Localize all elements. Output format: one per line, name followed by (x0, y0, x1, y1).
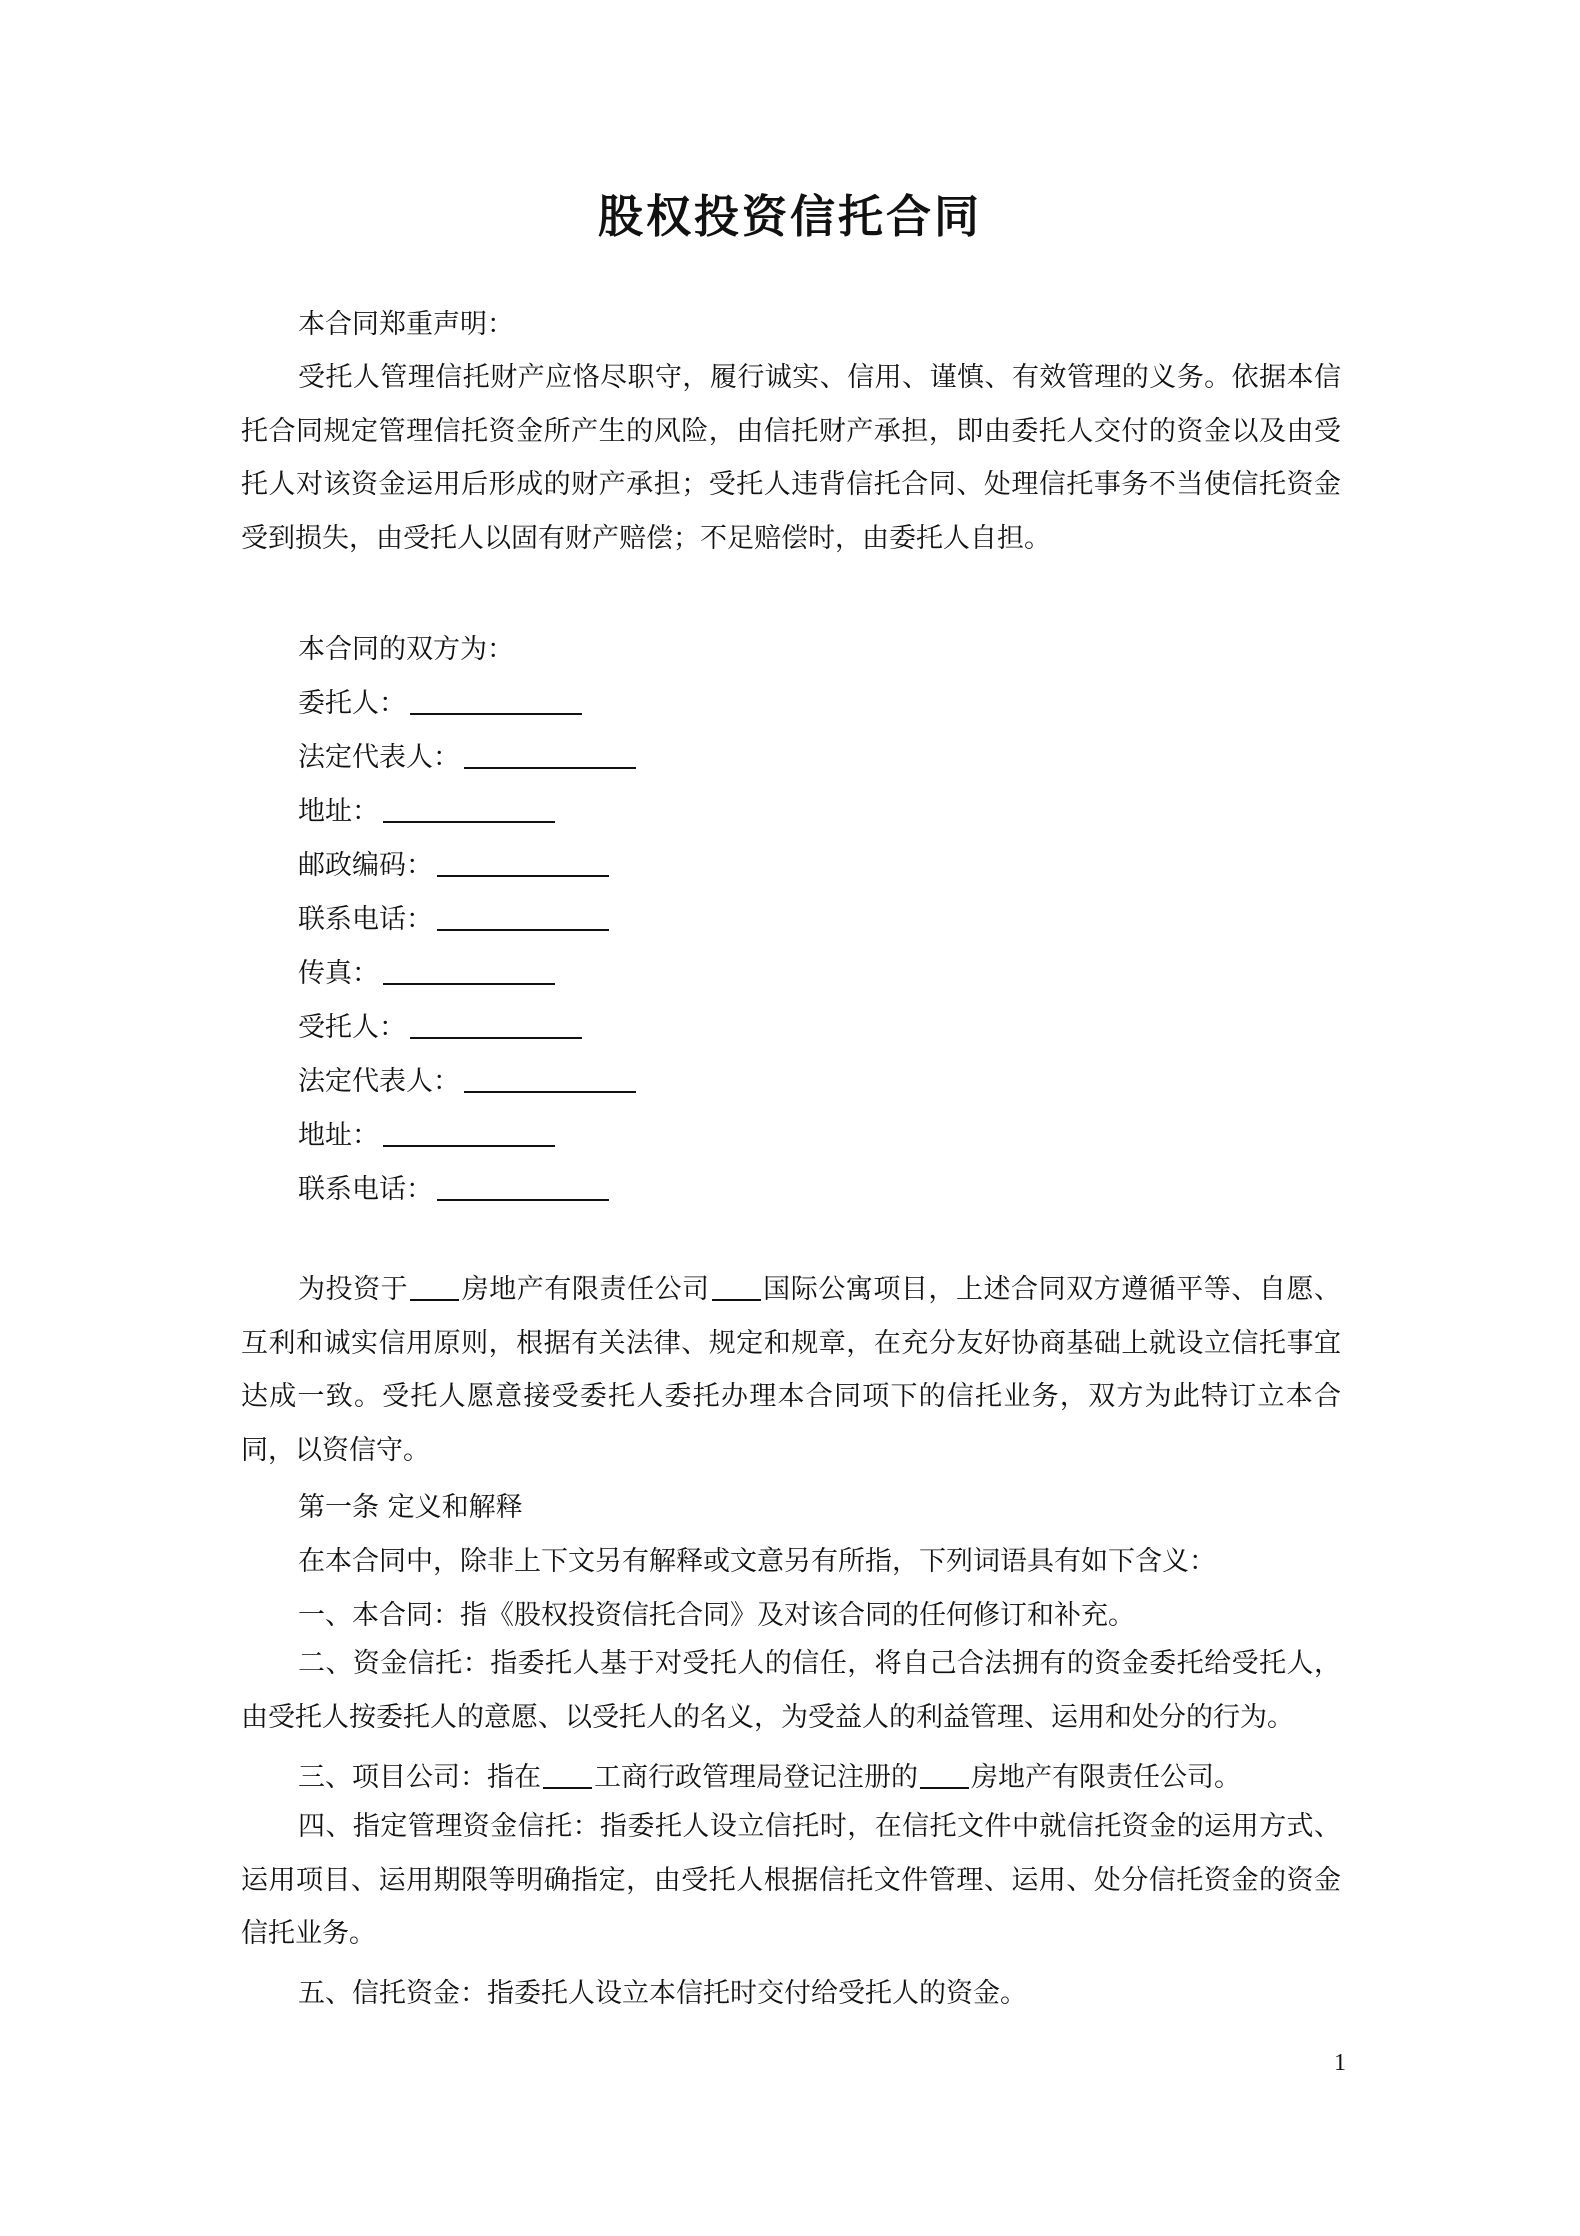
blank-line (464, 766, 636, 769)
definition-item-3: 三、项目公司：指在 工商行政管理局登记注册的 房地产有限责任公司。 (298, 1762, 1241, 1793)
definition-item-5: 五、信托资金：指委托人设立本信托时交付给受托人的资金。 (298, 1978, 1027, 2009)
definition-item-2: 二、资金信托：指委托人基于对受托人的信任，将自己合法拥有的资金委托给受托人，由受托人按委托人的意愿、以受托人的名义，为受益人的利益管理、运用和处分的行为。 (241, 1648, 1342, 1733)
party-field-address-2: 地址： (298, 1113, 555, 1152)
party-field-legal-rep-2: 法定代表人： (298, 1059, 636, 1098)
party-field-phone: 联系电话： (298, 897, 609, 936)
blank-line (383, 1144, 555, 1147)
blank-line (383, 982, 555, 985)
definition-item-4: 四、指定管理资金信托：指委托人设立信托时，在信托文件中就信托资金的运用方式、运用项目、运用期限等明确指定，由受托人根据信托文件管理、运用、处分信托资金的资金信托业务。 (241, 1811, 1342, 1949)
blank-line (437, 1198, 609, 1201)
declaration-heading: 本合同郑重声明： (298, 309, 514, 340)
article-1-intro: 在本合同中，除非上下文另有解释或文意另有所指，下列词语具有如下含义： (298, 1546, 1216, 1577)
parties-heading: 本合同的双方为： (298, 634, 514, 665)
blank-line (543, 1786, 592, 1789)
blank-line (383, 820, 555, 823)
party-field-address: 地址： (298, 789, 555, 828)
party-field-trustee: 受托人： (298, 1005, 582, 1044)
article-1-heading: 第一条 定义和解释 (298, 1492, 523, 1523)
purpose-paragraph: 为投资于 房地产有限责任公司 国际公寓项目，上述合同双方遵循平等、自愿、互利和诚实信用原则，根据有关法律、规定和规章，在充分友好协商基础上就设立信托事宜达成一致。受托人愿意接受委托人委托办理本合同项下的信托业务，双方为此特订立本合同，以资信守。 (241, 1274, 1342, 1466)
definition-item-1: 一、本合同：指《股权投资信托合同》及对该合同的任何修订和补充。 (298, 1600, 1135, 1631)
party-field-phone-2: 联系电话： (298, 1167, 609, 1206)
page-number: 1 (1334, 2050, 1346, 2076)
party-field-postcode: 邮政编码： (298, 843, 609, 882)
blank-line (410, 712, 582, 715)
blank-line (920, 1786, 969, 1789)
blank-line (464, 1090, 636, 1093)
blank-line (437, 874, 609, 877)
blank-line (410, 1036, 582, 1039)
declaration-paragraph: 受托人管理信托财产应恪尽职守，履行诚实、信用、谨慎、有效管理的义务。依据本信托合同规定管理信托资金所产生的风险，由信托财产承担，即由委托人交付的资金以及由受托人对该资金运用后形成的财产承担；受托人违背信托合同、处理信托事务不当使信托资金受到损失，由受托人以固有财产赔偿；不足赔偿时，由委托人自担。 (241, 362, 1341, 554)
blank-line (410, 1298, 459, 1301)
party-field-principal: 委托人： (298, 681, 582, 720)
blank-line (437, 928, 609, 931)
page-title: 股权投资信托合同 (597, 190, 982, 243)
party-field-legal-rep: 法定代表人： (298, 735, 636, 774)
blank-line (712, 1298, 761, 1301)
party-field-fax: 传真： (298, 951, 555, 990)
